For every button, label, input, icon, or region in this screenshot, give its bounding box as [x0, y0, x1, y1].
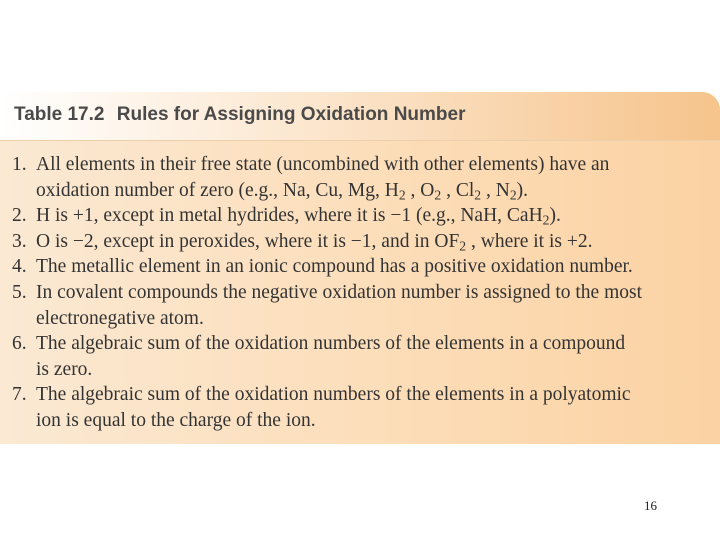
- rule-line: All elements in their free state (uncombined with other elements) have an: [36, 154, 610, 175]
- rule-number: 7.: [12, 384, 27, 406]
- rule-number: 2.: [12, 205, 27, 227]
- rule-text: [36, 382, 712, 433]
- rule-number: 3.: [12, 230, 27, 252]
- rule-item: [12, 254, 712, 280]
- rule-line: The algebraic sum of the oxidation numbers of the elements in a compound: [36, 333, 626, 355]
- table-number: Table 17.2: [14, 104, 105, 125]
- rule-text: [36, 280, 712, 331]
- table-title: [14, 104, 465, 126]
- rule-item: [12, 152, 712, 203]
- rule-line: is zero.: [36, 358, 93, 380]
- rule-line: electronegative atom.: [36, 307, 204, 329]
- rule-item: [12, 229, 712, 255]
- rule-number: 6.: [12, 333, 27, 355]
- rule-number: 5.: [12, 281, 27, 303]
- rule-text: [36, 152, 712, 203]
- rule-line: O is −2, except in peroxides, where it is −1, and in $OF_2$ , where it is +2.: [36, 230, 593, 254]
- rule-text: [36, 331, 712, 382]
- rule-text: [36, 203, 712, 229]
- rules-list: [12, 152, 712, 434]
- rule-item: [12, 203, 712, 229]
- table-title-bar: [0, 92, 720, 141]
- rule-line: In covalent compounds the negative oxidation number is assigned to the most: [36, 281, 643, 303]
- rule-text: [36, 254, 712, 280]
- rule-number: 1.: [12, 154, 27, 175]
- page-number: 16: [644, 498, 657, 513]
- table-title-text: Rules for Assigning Oxidation Number: [116, 104, 466, 125]
- rule-item: [12, 280, 712, 331]
- rule-line: The metallic element in an ionic compound has a positive oxidation number.: [36, 256, 633, 278]
- rule-item: [12, 382, 712, 433]
- rule-number: 4.: [12, 256, 27, 278]
- rule-line: ion is equal to the charge of the ion.: [36, 409, 316, 431]
- rule-line: The algebraic sum of the oxidation numbers of the elements in a polyatomic: [36, 384, 631, 406]
- rule-line: H is +1, except in metal hydrides, where it is −1 (e.g., NaH, CaH$_2$).: [36, 205, 561, 228]
- rule-item: [12, 331, 712, 382]
- rule-text: [36, 229, 712, 255]
- rule-line: oxidation number of zero (e.g., Na, Cu, Mg, $H_2$ , $O_2$ , $Cl_2$ , $N_2$).: [36, 179, 529, 202]
- oxidation-rules-table: [0, 92, 720, 444]
